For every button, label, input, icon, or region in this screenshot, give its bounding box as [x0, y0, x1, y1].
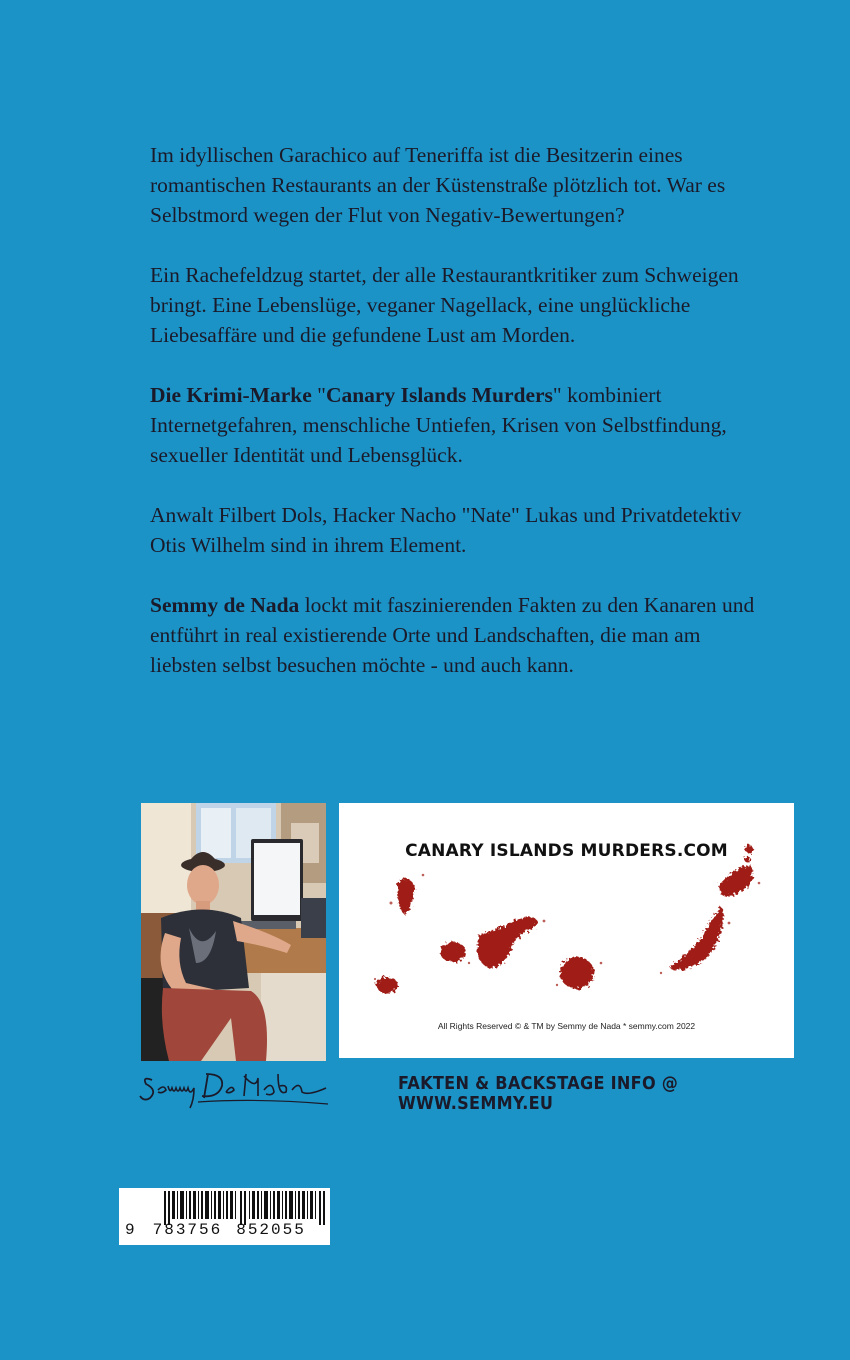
author-photo: [141, 803, 326, 1061]
back-cover-blurb: [150, 140, 770, 710]
blurb-paragraph-1: Im idyllischen Garachico auf Teneriffa ist die Besitzerin eines romantischen Restaurants an der Küstenstraße plötzlich tot. War es Selbstmord wegen der Flut von Negativ-Bewertungen?: [150, 143, 726, 227]
blurb-paragraph-5: [150, 590, 770, 680]
author-signature: [138, 1066, 333, 1112]
isbn-barcode: [119, 1188, 330, 1245]
brand-description: " kombiniert Internetgefahren, menschliche Untiefen, Krisen von Selbstfindung, sexueller Identität und Lebensglück.: [150, 383, 727, 467]
author-name: Semmy de Nada: [150, 593, 300, 617]
logo-title: CANARY ISLANDS MURDERS.COM: [405, 841, 728, 861]
author-description: lockt mit faszinierenden Fakten zu den Kanaren und entführt in real existierende Orte und Landschaften, die man am liebsten selbst besuchen möchte - und auch kann.: [150, 593, 755, 677]
barcode-bars-icon: [164, 1191, 326, 1225]
isbn-left-group: 783756: [152, 1221, 223, 1239]
canary-islands-murders-logo: [339, 803, 794, 1058]
brand-name: Canary Islands Murders: [325, 383, 553, 407]
copyright-notice: All Rights Reserved © & TM by Semmy de Nada * semmy.com 2022: [437, 1021, 696, 1031]
isbn-prefix-digit: 9: [125, 1221, 135, 1239]
author-photo-illustration: [141, 803, 326, 1061]
quote-open: ": [311, 383, 326, 407]
facts-website-line: FAKTEN & BACKSTAGE INFO @ WWW.SEMMY.EU: [398, 1074, 679, 1114]
brand-intro: Die Krimi-Marke: [150, 383, 312, 407]
isbn-digits: [125, 1221, 325, 1239]
isbn-right-group: 852055: [236, 1221, 306, 1239]
signature-icon: [138, 1066, 333, 1112]
blurb-paragraph-4: Anwalt Filbert Dols, Hacker Nacho "Nate" Lukas und Privatdetektiv Otis Wilhelm sind in ihrem Element.: [150, 503, 742, 557]
blurb-paragraph-3: [150, 380, 770, 470]
blurb-paragraph-2: Ein Rachefeldzug startet, der alle Restaurantkritiker zum Schweigen bringt. Eine Lebenslüge, veganer Nagellack, eine unglückliche Liebesaffäre und die gefundene Lust am Morden.: [150, 263, 739, 347]
